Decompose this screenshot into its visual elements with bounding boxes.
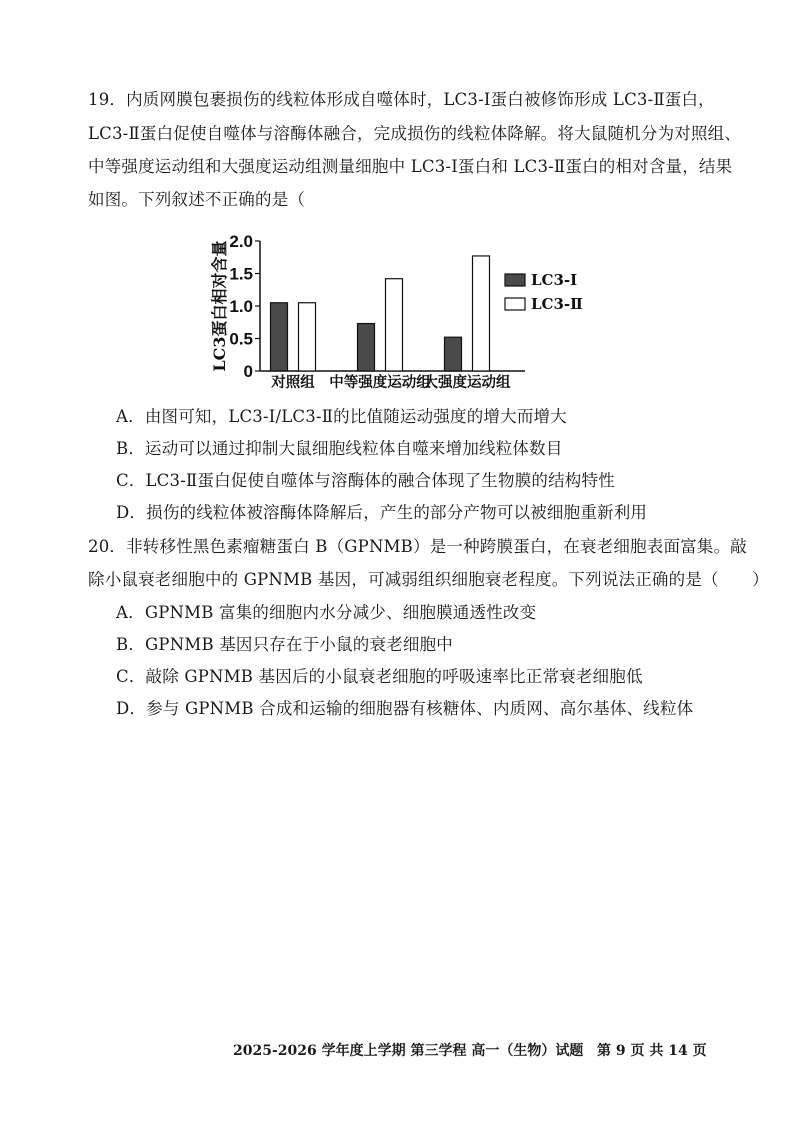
bar-lc3-i-0 [271, 303, 288, 371]
q20-option-b: B．GPNMB 基因只存在于小鼠的衰老细胞中 [116, 635, 454, 654]
q19-option-d: D．损伤的线粒体被溶酶体降解后，产生的部分产物可以被细胞重新利用 [116, 503, 648, 522]
y-tick-label: 2.0 [229, 232, 253, 251]
y-tick-label: 0 [243, 362, 253, 381]
y-tick-label: 0.5 [229, 329, 253, 349]
q19-option-a: A．由图可知，LC3-Ⅰ/LC3-Ⅱ的比值随运动强度的增大而增大 [116, 407, 567, 426]
legend-label-lc3-i: LC3-Ⅰ [531, 271, 578, 289]
x-category-label: 对照组 [271, 374, 315, 391]
y-tick-label: 1.5 [229, 264, 253, 284]
x-category-label: 中等强度运动组 [329, 374, 431, 391]
q19-option-b: B．运动可以通过抑制大鼠细胞线粒体自噬来增加线粒体数目 [116, 439, 563, 458]
q19-option-c: C．LC3-Ⅱ蛋白促使自噬体与溶酶体的融合体现了生物膜的结构特性 [116, 471, 615, 490]
bar-lc3-ii-2 [473, 256, 490, 371]
q20-stem-line-1: 20．非转移性黑色素瘤糖蛋白 B（GPNMB）是一种跨膜蛋白，在衰老细胞表面富集。敲 [88, 537, 748, 556]
legend-swatch-lc3-ii [505, 298, 525, 310]
footer-page-number: 第 9 页 共 14 页 [597, 1043, 707, 1059]
q19-stem-line-4: 如图。下列叙述不正确的是（ [88, 190, 306, 209]
footer-exam-title: 2025-2026 学年度上学期 第三学程 高一（生物）试题 [233, 1043, 584, 1059]
bar-lc3-i-2 [445, 337, 462, 371]
lc3-bar-chart [205, 215, 583, 400]
q19-stem-line-3: 中等强度运动组和大强度运动组测量细胞中 LC3-Ⅰ蛋白和 LC3-Ⅱ蛋白的相对含量，结果 [88, 157, 733, 176]
y-tick-label: 1.0 [229, 297, 253, 316]
q20-option-a: A．GPNMB 富集的细胞内水分减少、细胞膜通透性改变 [116, 603, 537, 622]
q19-stem-line-1: 19．内质网膜包裹损伤的线粒体形成自噬体时，LC3-Ⅰ蛋白被修饰形成 LC3-Ⅱ蛋白， [88, 90, 715, 109]
legend-label-lc3-ii: LC3-Ⅱ [531, 295, 583, 313]
q20-option-d: D．参与 GPNMB 合成和运输的细胞器有核糖体、内质网、高尔基体、线粒体 [116, 699, 694, 718]
y-axis-label: LC3蛋白相对含量 [210, 240, 229, 372]
q20-stem-line-2: 除小鼠衰老细胞中的 GPNMB 基因，可减弱组织细胞衰老程度。下列说法正确的是（ ） [88, 570, 769, 589]
x-category-label: 大强度运动组 [423, 374, 511, 391]
bar-lc3-i-1 [358, 324, 375, 371]
legend-swatch-lc3-i [505, 274, 525, 286]
q19-stem-line-2: LC3-Ⅱ蛋白促使自噬体与溶酶体融合，完成损伤的线粒体降解。将大鼠随机分为对照组、 [88, 124, 742, 143]
bar-lc3-ii-0 [299, 303, 316, 371]
q20-option-c: C．敲除 GPNMB 基因后的小鼠衰老细胞的呼吸速率比正常衰老细胞低 [116, 667, 643, 686]
bar-lc3-ii-1 [386, 279, 403, 371]
